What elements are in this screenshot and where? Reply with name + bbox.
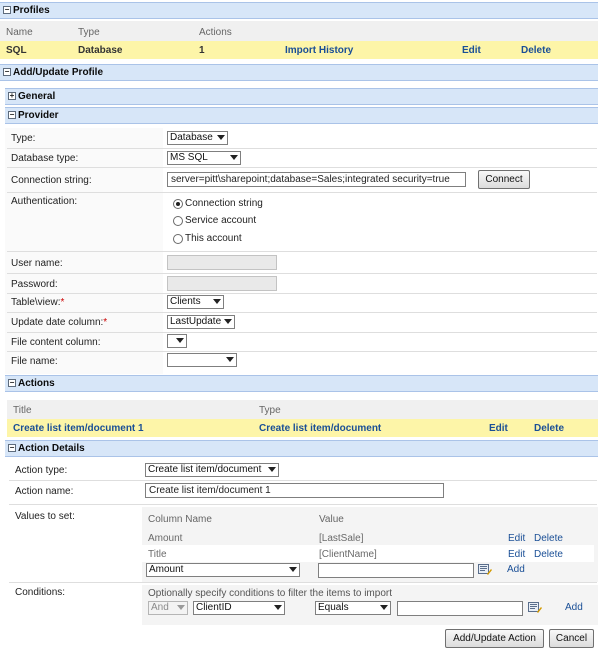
values-row-value: [ClientName]: [319, 549, 377, 560]
action-name-label: Action name:: [15, 486, 74, 497]
username-label: User name:: [11, 258, 63, 269]
field-picker-icon[interactable]: [478, 563, 492, 575]
collapse-icon[interactable]: −: [9, 443, 15, 452]
action-type-select[interactable]: [145, 463, 279, 477]
chevron-down-icon: [224, 319, 232, 324]
action-type-value: Create list item/document: [148, 464, 262, 475]
table-view-select[interactable]: [167, 295, 224, 309]
chevron-down-icon: [177, 605, 185, 610]
type-label: Type:: [11, 133, 36, 144]
values-row-delete-link[interactable]: Delete: [534, 549, 563, 560]
condition-value-input[interactable]: [397, 601, 523, 616]
file-name-select[interactable]: [167, 353, 237, 367]
action-name-input[interactable]: Create list item/document 1: [145, 483, 444, 498]
table-view-label-text: Table\view:: [11, 297, 61, 308]
action-details-header-label: Action Details: [18, 443, 85, 454]
file-name-label: File name:: [11, 356, 58, 367]
row-divider: [9, 582, 597, 583]
import-history-link[interactable]: Import History: [285, 45, 354, 56]
conditions-label: Conditions:: [15, 587, 66, 598]
row-divider: [9, 480, 597, 481]
action-type-label: Action type:: [15, 465, 68, 476]
database-type-value: MS SQL: [170, 152, 208, 163]
values-row-delete-link[interactable]: Delete: [534, 533, 563, 544]
profiles-section-header[interactable]: [0, 2, 598, 19]
chevron-down-icon: [268, 467, 276, 472]
collapse-icon[interactable]: −: [4, 5, 10, 14]
collapse-icon[interactable]: −: [9, 110, 15, 119]
new-column-select[interactable]: [146, 563, 300, 577]
chevron-down-icon: [213, 299, 221, 304]
auth-radio-service-account[interactable]: [173, 216, 183, 226]
values-to-set-label: Values to set:: [15, 511, 75, 522]
auth-option-label: Service account: [185, 215, 257, 226]
chevron-down-icon: [380, 605, 388, 610]
add-condition-link[interactable]: Add: [565, 602, 583, 613]
profiles-col-name: Name: [6, 27, 33, 38]
chevron-down-icon: [289, 567, 297, 572]
row-divider: [7, 148, 597, 149]
condition-field-select[interactable]: [193, 601, 285, 615]
file-content-label: File content column:: [11, 337, 101, 348]
new-column-value: Amount: [149, 564, 184, 575]
row-divider: [7, 293, 597, 294]
actions-col-type: Type: [259, 405, 281, 416]
chevron-down-icon: [230, 155, 238, 160]
actions-column-header-band: [7, 400, 598, 419]
password-label: Password:: [11, 279, 58, 290]
cancel-button[interactable]: Cancel: [549, 629, 594, 648]
profile-type: Database: [78, 45, 123, 56]
update-date-value: LastUpdate: [170, 316, 222, 327]
action-title-link[interactable]: Create list item/document 1: [13, 423, 144, 434]
add-value-link[interactable]: Add: [507, 564, 525, 575]
chevron-down-icon: [217, 135, 225, 140]
action-delete-link[interactable]: Delete: [534, 423, 565, 434]
row-divider: [7, 312, 597, 313]
action-edit-link[interactable]: Edit: [489, 423, 508, 434]
general-header-label: General: [18, 91, 56, 102]
values-row-edit-link[interactable]: Edit: [508, 549, 526, 560]
file-content-select[interactable]: [167, 334, 187, 348]
row-divider: [7, 332, 597, 333]
condition-operator-value: Equals: [318, 602, 349, 613]
row-divider: [9, 504, 597, 505]
new-value-input[interactable]: [318, 563, 474, 578]
update-date-label-text: Update date column:: [11, 317, 104, 328]
values-col-value: Value: [319, 514, 344, 525]
profiles-col-actions: Actions: [199, 27, 232, 38]
auth-radio-connection-string[interactable]: [173, 199, 183, 209]
values-row-value: [LastSale]: [319, 533, 364, 544]
actions-header-label: Actions: [18, 378, 55, 389]
chevron-down-icon: [176, 338, 184, 343]
chevron-down-icon: [226, 357, 234, 362]
row-divider: [7, 351, 597, 352]
table-view-value: Clients: [170, 296, 201, 307]
provider-header-label: Provider: [18, 110, 59, 121]
add-update-action-button[interactable]: Add/Update Action: [445, 629, 544, 648]
type-select[interactable]: [167, 131, 228, 145]
add-update-header-label: Add/Update Profile: [13, 67, 104, 78]
action-type-link[interactable]: Create list item/document: [259, 423, 382, 434]
connection-string-label: Connection string:: [11, 175, 92, 186]
values-row-column: Amount: [148, 533, 183, 544]
connect-button[interactable]: Connect: [478, 170, 530, 189]
row-divider: [7, 251, 597, 252]
row-divider: [7, 167, 597, 168]
update-date-label: [11, 317, 107, 328]
type-select-value: Database: [170, 132, 213, 143]
conditions-hint: Optionally specify conditions to filter the items to import: [148, 588, 392, 599]
chevron-down-icon: [274, 605, 282, 610]
condition-and-select[interactable]: [148, 601, 188, 615]
required-mark: *: [60, 297, 65, 308]
auth-option-label: Connection string: [185, 198, 263, 209]
update-date-select[interactable]: [167, 315, 235, 329]
profile-delete-link[interactable]: Delete: [521, 45, 552, 56]
values-row-column: Title: [148, 549, 167, 560]
values-row: [142, 528, 594, 545]
database-type-label: Database type:: [11, 153, 79, 164]
add-update-profile-header[interactable]: [0, 64, 598, 81]
action-details-section-header[interactable]: [5, 440, 598, 457]
condition-operator-select[interactable]: [315, 601, 391, 615]
password-input[interactable]: [167, 276, 277, 291]
row-divider: [7, 192, 597, 193]
general-section-header[interactable]: [5, 88, 598, 105]
row-divider: [7, 273, 597, 274]
auth-option-label: This account: [185, 233, 242, 244]
profile-actions-count: 1: [199, 45, 205, 56]
values-row-edit-link[interactable]: Edit: [508, 533, 526, 544]
authentication-label: Authentication:: [11, 196, 78, 207]
profile-edit-link[interactable]: Edit: [462, 45, 481, 56]
profiles-col-type: Type: [78, 27, 100, 38]
condition-and-value: And: [151, 602, 169, 613]
profile-name: SQL: [6, 45, 27, 56]
actions-col-title: Title: [13, 405, 32, 416]
provider-section-header[interactable]: [5, 107, 598, 124]
actions-section-header[interactable]: [5, 375, 598, 392]
condition-field-value: ClientID: [196, 602, 232, 613]
database-type-select[interactable]: [167, 151, 241, 165]
expand-icon[interactable]: +: [9, 91, 15, 100]
collapse-icon[interactable]: −: [4, 67, 10, 76]
collapse-icon[interactable]: −: [9, 378, 15, 387]
profiles-header-label: Profiles: [13, 5, 50, 16]
required-mark: *: [103, 317, 108, 328]
connection-string-input[interactable]: server=pitt\sharepoint;database=Sales;integrated security=true: [167, 172, 466, 187]
table-view-label: [11, 297, 64, 308]
values-col-column-name: Column Name: [148, 514, 212, 525]
field-picker-icon[interactable]: [528, 601, 542, 613]
username-input[interactable]: [167, 255, 277, 270]
auth-radio-this-account[interactable]: [173, 234, 183, 244]
